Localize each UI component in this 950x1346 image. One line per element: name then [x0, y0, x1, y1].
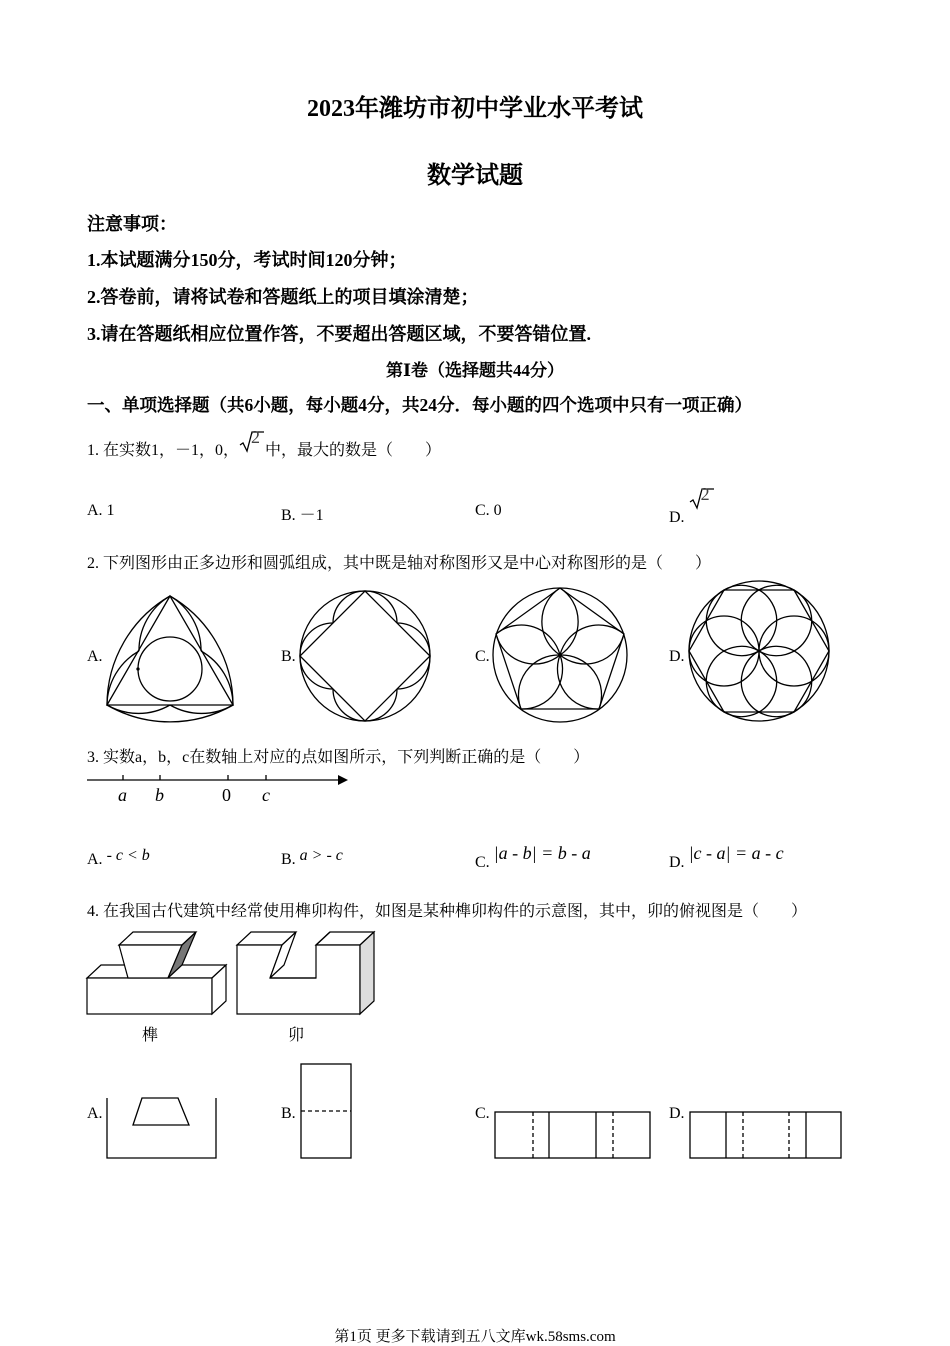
page-footer: 第1页 更多下载请到五八文库wk.58sms.com: [334, 1329, 616, 1345]
q2-option-b-label[interactable]: B.: [281, 648, 296, 665]
q3-option-d-math: |c - a| = a - c: [688, 843, 784, 863]
notice-heading: 注意事项：: [87, 214, 177, 234]
notice-item-3: 3.请在答题纸相应位置作答，不要超出答题区域，不要答错位置.: [87, 324, 591, 344]
q1-option-d-radicand: 2: [700, 484, 710, 504]
q1-radicand: 2: [251, 427, 261, 447]
q3-axis-label-a: a: [118, 785, 127, 805]
q4-tenon-label: 榫: [142, 1027, 159, 1044]
section-title: 一、单项选择题（共6小题，每小题4分，共24分．每小题的四个选项中只有一项正确）: [87, 395, 752, 415]
notice-item-1: 1.本试题满分150分，考试时间120分钟；: [87, 250, 407, 270]
q3-option-a-math: - c < b: [106, 847, 150, 864]
q1-option-c[interactable]: C. 0: [475, 502, 502, 519]
exam-title: 2023年潍坊市初中学业水平考试: [307, 96, 643, 122]
q1-option-d-label: D.: [669, 509, 685, 526]
q1-prefix: 1. 在实数1，－1，0，: [87, 442, 240, 459]
q3-axis-label-b: b: [155, 785, 164, 805]
q3-option-a-label: A.: [87, 851, 103, 868]
q2-option-c-label[interactable]: C.: [475, 648, 490, 665]
q3-option-b-math: a > - c: [299, 847, 343, 864]
q4-stem: 4. 在我国古代建筑中经常使用榫卯构件，如图是某种榫卯构件的示意图，其中，卯的俯视图是（ ）: [87, 903, 808, 920]
q4-option-c-label[interactable]: C.: [475, 1105, 490, 1122]
q3-axis-label-0: 0: [222, 785, 231, 805]
q2-option-a-label[interactable]: A.: [87, 648, 103, 665]
q3-option-c-math: |a - b| = b - a: [493, 843, 591, 863]
q3-option-d-label: D.: [669, 854, 685, 871]
exam-subtitle: 数学试题: [427, 163, 523, 189]
q4-mortise-label: 卯: [288, 1027, 305, 1044]
q1-option-b[interactable]: B. －1: [281, 507, 324, 524]
q4-option-b-label[interactable]: B.: [281, 1105, 296, 1122]
q1-option-a[interactable]: A. 1: [87, 502, 115, 519]
q3-option-c-label: C.: [475, 854, 490, 871]
q2-option-d-label[interactable]: D.: [669, 648, 685, 665]
part-title: 第Ⅰ卷（选择题共44分）: [386, 361, 564, 380]
notice-item-2: 2.答卷前，请将试卷和答题纸上的项目填涂清楚；: [87, 287, 479, 307]
q3-stem: 3. 实数a，b，c在数轴上对应的点如图所示，下列判断正确的是（ ）: [87, 749, 590, 766]
q3-axis-label-c: c: [262, 785, 270, 805]
q4-option-d-label[interactable]: D.: [669, 1105, 685, 1122]
q1-suffix: 中，最大的数是（ ）: [265, 442, 442, 459]
q4-option-a-label[interactable]: A.: [87, 1105, 103, 1122]
q3-option-b-label: B.: [281, 851, 296, 868]
q2-stem: 2. 下列图形由正多边形和圆弧组成，其中既是轴对称图形又是中心对称图形的是（ ）: [87, 555, 712, 572]
